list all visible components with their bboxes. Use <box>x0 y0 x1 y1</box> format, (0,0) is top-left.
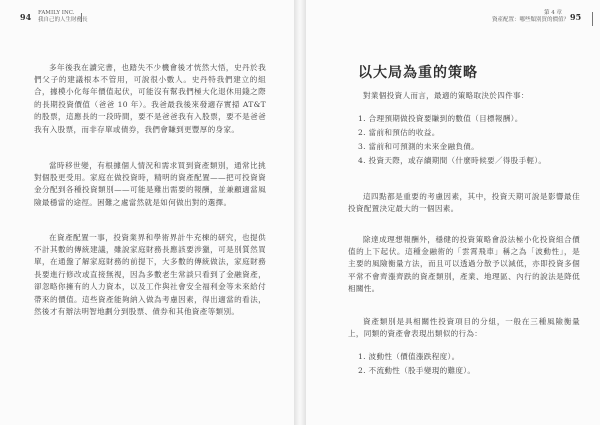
risk-measure-list <box>358 350 584 378</box>
left-paragraph-2: 當時移世變，有根據個人情況和需求買到資產類別，通常比挑對個股更受用。家庭在做投資時，精明的資產配置——把可投資資金分配到各種投資類別——可能是雞出需要的報酬，並兼顧適當風險最穩當的途徑。困難之處當然就是如何做出對的選擇。 <box>34 160 266 207</box>
list-item: 2. 當前和預估的收益。 <box>358 128 440 137</box>
left-page-number: 94 <box>20 12 32 22</box>
book-logo-mark <box>81 13 88 22</box>
list-item: 1. 波動性（價值漲跌程度）。 <box>358 352 460 361</box>
volatility-paragraph: 除達成理想報酬外，穩健的投資策略會設法極小化投資組合價值的上下起伏。這種金融術的「雲霄飛車」稱之為「波動性」，是主要的風險衡量方法，而且可以透過分散予以減低，亦即投資多個平常不會齊漲齊跌的資產類別，產業、地理區、內行的說法是降低相關性。 <box>348 234 580 294</box>
header-book-title: 我自己的人生財務長 <box>38 17 88 23</box>
list-item: 3. 當前和可預測的未來金融負債。 <box>358 142 480 151</box>
left-page <box>0 0 294 425</box>
header-chapter-title: 資產配置：哪些類別買的價值？ <box>492 17 570 23</box>
right-page-number: 95 <box>570 12 582 22</box>
list-item: 1. 合理預期做投資要賺到的數值（目標報酬）。 <box>358 114 523 123</box>
left-paragraph-3: 在資產配置一事，投資業界和學術界計牛充棟的研究，也提供不計其數的傳統建議，雖說家庭財務長應該要涉獵，可是別質然買單，在通盤了解家庭財務的前提下，大多數的傳統做法，家庭財務長要進行修改或直接無視，因為多數老生常談只看到了金融資產，卻忽略你擁有的人力資本，以及工作與社會安全福利金等未來給付帶來的價值。這些資產能夠納入做為考慮因素，得出適當的看法，然後才有辦法明智地劃分到股票、債券和其他資產等類別。 <box>34 232 266 317</box>
intro-paragraph: 對業個投資人而言，最適的策略取決於四件事： <box>363 90 529 100</box>
header-brand: FAMILY INC. <box>38 10 75 16</box>
asset-class-paragraph: 資產類別是具相關性投資項目的分組，一般在三種風險衡量上，同類的資產會表現出類似的行為： <box>348 316 580 338</box>
list-item: 2. 不流動性（股手變現的難度）。 <box>358 366 476 375</box>
strategy-factor-list <box>358 112 584 168</box>
header-chapter: 第 4 章 <box>544 10 562 16</box>
header-divider <box>592 12 593 26</box>
focus-paragraph: 這四點都是重要的考慮因素，其中，投資天期可說是影響最佳投資配置決定最大的一個因素。 <box>348 191 580 213</box>
book-gutter <box>294 0 306 425</box>
right-page <box>306 0 600 425</box>
left-paragraph-1: 多年後我在讀完書，也踏失不少機會後才恍然大悟，史丹於我們父子的建議根本不管用，可說很小數人。史丹特我們建立的組合，據模小化每年價值起伏，可能沒有幫我們極大化退休用錢之際的長期投資價值（爸爸 10 年）。我爸最我後來發適存實掃 AT&T 的股票，這應長的一段時間，要不是爸爸我有入股票，要不是爸爸我有入股票，而非存單或債券，我們會賺到更豐厚的身家。 <box>34 62 266 134</box>
section-title: 以大局為重的策略 <box>358 65 478 81</box>
list-item: 4. 投資天際，或存續期間（什麼時候要／得股手輕）。 <box>358 156 547 165</box>
